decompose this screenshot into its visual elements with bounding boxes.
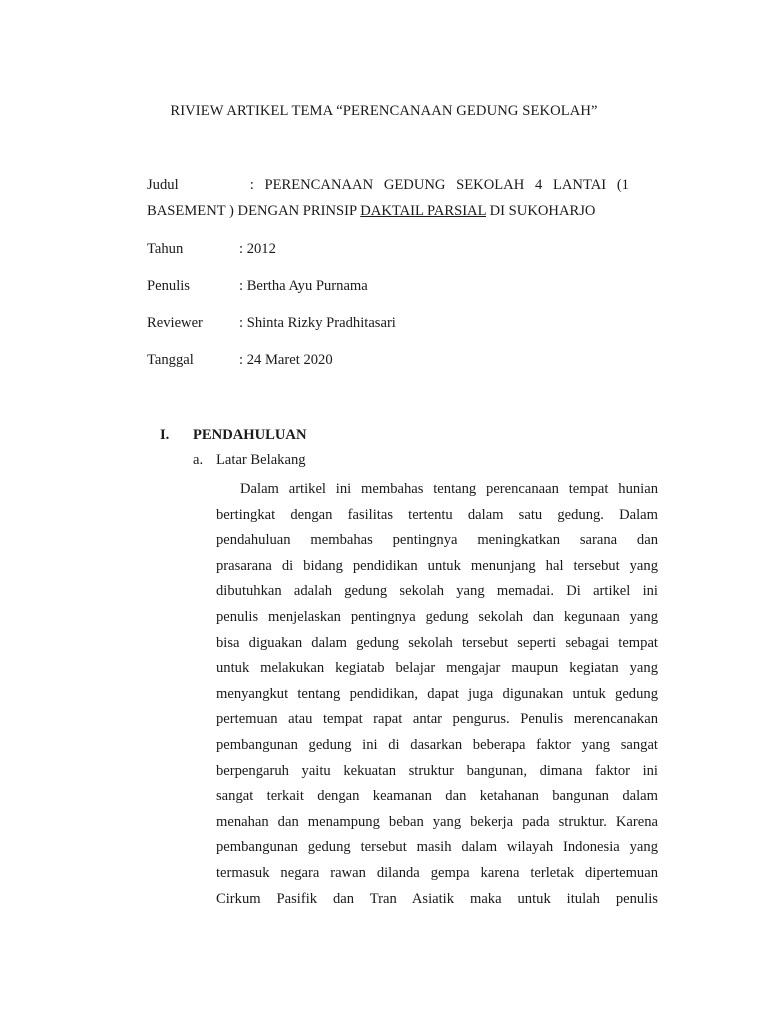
judul-word: LANTAI	[552, 177, 607, 193]
subsection-letter: a.	[193, 452, 204, 468]
section-title: PENDAHULUAN	[193, 427, 307, 443]
paragraph-line: pembangunan gedung tersebut masih dalam wilayah Indonesia yang	[216, 839, 658, 856]
paragraph-line: Cirkum Pasifik dan Tran Asiatik maka untuk itulah penulis	[216, 890, 658, 907]
section-number: I.	[160, 427, 170, 443]
tanggal-value: : 24 Maret 2020	[239, 352, 333, 368]
judul-word: PERENCANAAN	[264, 177, 374, 193]
subsection-title: Latar Belakang	[216, 452, 306, 468]
paragraph-line: dibutuhkan adalah gedung sekolah yang memadai. Di artikel ini	[216, 583, 658, 600]
judul-text-before: BASEMENT ) DENGAN PRINSIP	[147, 203, 361, 219]
paragraph-line: penulis menjelaskan pentingnya gedung sekolah dan kegunaan yang	[216, 608, 658, 625]
judul-line-1	[147, 177, 629, 194]
paragraph-line: berpengaruh yaitu kekuatan struktur bangunan, dimana faktor ini	[216, 762, 658, 779]
penulis-label: Penulis	[147, 278, 190, 294]
paragraph-line: pertemuan atau tempat rapat antar pengurus. Penulis merencanakan	[216, 711, 658, 728]
judul-word: (1	[616, 177, 629, 193]
paragraph-line: sangat terkait dengan keamanan dan ketahanan bangunan dalam	[216, 788, 658, 805]
judul-word: GEDUNG	[383, 177, 446, 193]
tahun-label: Tahun	[147, 241, 184, 257]
paragraph-line: menyangkut tentang pendidikan, dapat juga digunakan untuk gedung	[216, 685, 658, 702]
paragraph-line: termasuk negara rawan dilanda gempa karena terletak dipertemuan	[216, 864, 658, 881]
reviewer-label: Reviewer	[147, 315, 203, 331]
paragraph-line: pendahuluan membahas pentingnya meningkatkan sarana dan	[216, 532, 658, 549]
paragraph-line: bisa diguakan dalam gedung sekolah tersebut seperti sebagai tempat	[216, 634, 658, 651]
judul-underlined-text: DAKTAIL PARSIAL	[360, 203, 486, 219]
judul-text-after: DI SUKOHARJO	[485, 203, 596, 219]
tanggal-label: Tanggal	[147, 352, 194, 368]
tahun-value: : 2012	[239, 241, 276, 257]
paragraph-line: prasarana di bidang pendidikan untuk menunjang hal tersebut yang	[216, 557, 658, 574]
penulis-value: : Bertha Ayu Purnama	[239, 278, 368, 294]
judul-line-2	[147, 203, 595, 220]
judul-word: :	[249, 177, 254, 193]
paragraph-line: bertingkat dengan fasilitas tertentu dalam satu gedung. Dalam	[216, 506, 658, 523]
paragraph-line: pembangunan gedung ini di dasarkan beberapa faktor yang sangat	[216, 736, 658, 753]
judul-word: 4	[534, 177, 543, 193]
paragraph-line: menahan dan menampung beban yang bekerja pada struktur. Karena	[216, 813, 658, 830]
judul-word: SEKOLAH	[456, 177, 525, 193]
paragraph-line: untuk melakukan kegiatab belajar mengajar maupun kegiatan yang	[216, 660, 658, 677]
judul-label: Judul	[147, 177, 179, 193]
paragraph	[216, 477, 658, 912]
paragraph-line: Dalam artikel ini membahas tentang perencanaan tempat hunian	[240, 481, 658, 497]
document-title: RIVIEW ARTIKEL TEMA “PERENCANAAN GEDUNG SEKOLAH”	[170, 103, 598, 119]
reviewer-value: : Shinta Rizky Pradhitasari	[239, 315, 396, 331]
